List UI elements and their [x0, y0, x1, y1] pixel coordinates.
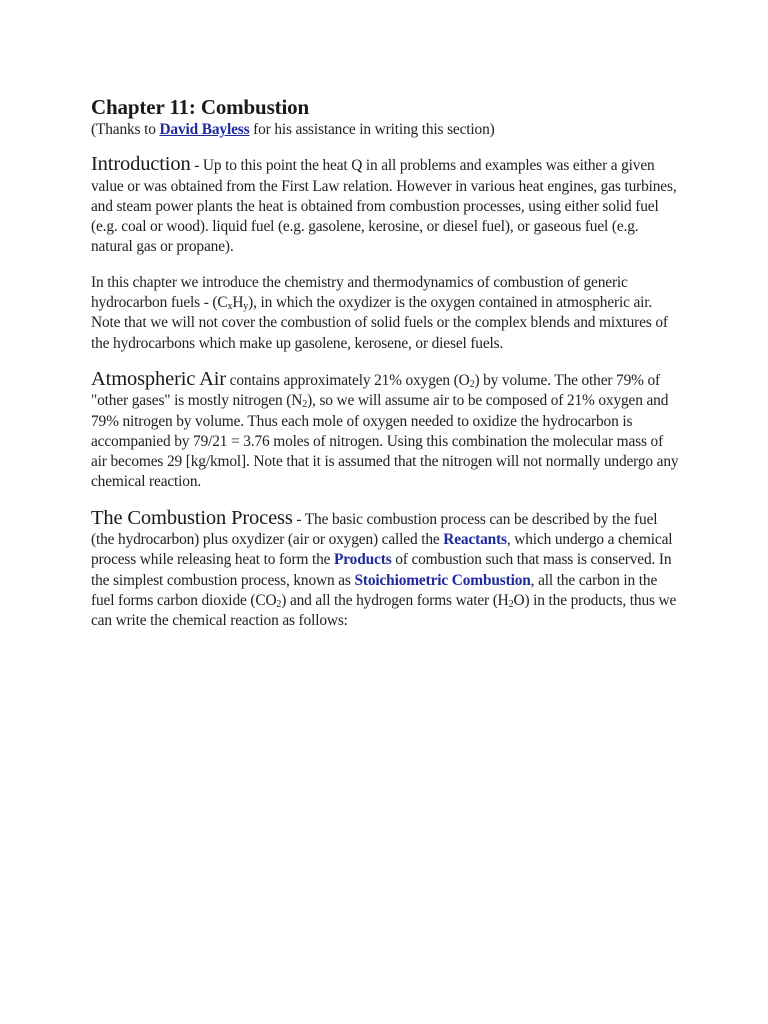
credit-text-after: for his assistance in writing this section) [249, 121, 495, 138]
products-link[interactable]: Products [334, 551, 392, 569]
document-content [91, 94, 681, 632]
introduction-text: - Up to this point the heat Q in all problems and examples was either a given value or was obtained from the First Law relation. However in various heat engines, gas turbines, and steam power plants the heat is obtained from combustion processes, using either solid fuel (e.g. coal or wood). liquid fuel (e.g. gasolene, kerosine, or diesel fuel), or gaseous fuel (e.g. natural gas or propane). [91, 157, 677, 256]
subscript-y: y [243, 301, 249, 313]
air-text-3: ), so we will assume air to be composed of 21% oxygen and 79% nitrogen by volume. Thus each mole of oxygen needed to oxidize the hydrocarbon is accompanied by 79/21 = 3.76 moles of nitrogen. Using this combination the molecular mass of air becomes 29 [kg/kmol]. Note that it is assumed that the nitrogen will not normally undergo any chemical reaction. [91, 392, 679, 491]
process-text-6: O) in the products, thus we can write the chemical reaction as follows: [91, 591, 677, 630]
introduction-paragraph [91, 154, 681, 257]
chapter-scope-paragraph [91, 273, 681, 354]
air-text-1: contains approximately 21% oxygen (O [225, 371, 470, 389]
chapter-title: Chapter 11: Combustion [91, 95, 310, 119]
process-text-3: of combustion such that mass is conserved. In the simplest combustion process, known as [91, 551, 672, 589]
subscript-n2: 2 [302, 399, 308, 411]
reactants-link[interactable]: Reactants [443, 531, 507, 549]
chapter-scope-text-1: In this chapter we introduce the chemistry and thermodynamics of combustion of generic hydrocarbon fuels - (C [91, 273, 628, 312]
combustion-process-paragraph [91, 508, 681, 632]
stoichiometric-combustion-link[interactable]: Stoichiometric Combustion [354, 571, 531, 589]
subscript-x: x [227, 301, 233, 313]
author-link[interactable]: David Bayless [159, 121, 250, 138]
process-text-5: ) and all the hydrogen forms water (H [281, 591, 509, 609]
process-text-1: - The basic combustion process can be described by the fuel (the hydrocarbon) plus oxydizer (air or oxygen) called the [91, 510, 658, 549]
chapter-scope-text-2: H [232, 294, 244, 312]
credit-text-before: (Thanks to [91, 121, 160, 138]
subscript-co2: 2 [276, 598, 282, 610]
process-text-4: , all the carbon in the fuel forms carbon dioxide (CO [91, 571, 658, 609]
atmospheric-air-paragraph [91, 369, 681, 493]
combustion-process-heading: The Combustion Process [91, 506, 293, 529]
process-text-2: , which undergo a chemical process while releasing heat to form the [91, 531, 673, 569]
subscript-o2: 2 [469, 378, 475, 390]
credit-line [91, 120, 681, 140]
introduction-heading: Introduction [91, 153, 191, 176]
air-text-2: ) by volume. The other 79% of "other gases" is mostly nitrogen (N [91, 371, 661, 410]
atmospheric-air-heading: Atmospheric Air [91, 367, 226, 390]
chapter-scope-text-3: ), in which the oxydizer is the oxygen contained in atmospheric air. Note that we will not cover the combustion of solid fuels or the complex blends and mixtures of the hydrocarbons which make up gasolene, kerosene, or diesel fuels. [91, 294, 668, 352]
subscript-h2o: 2 [508, 598, 514, 610]
